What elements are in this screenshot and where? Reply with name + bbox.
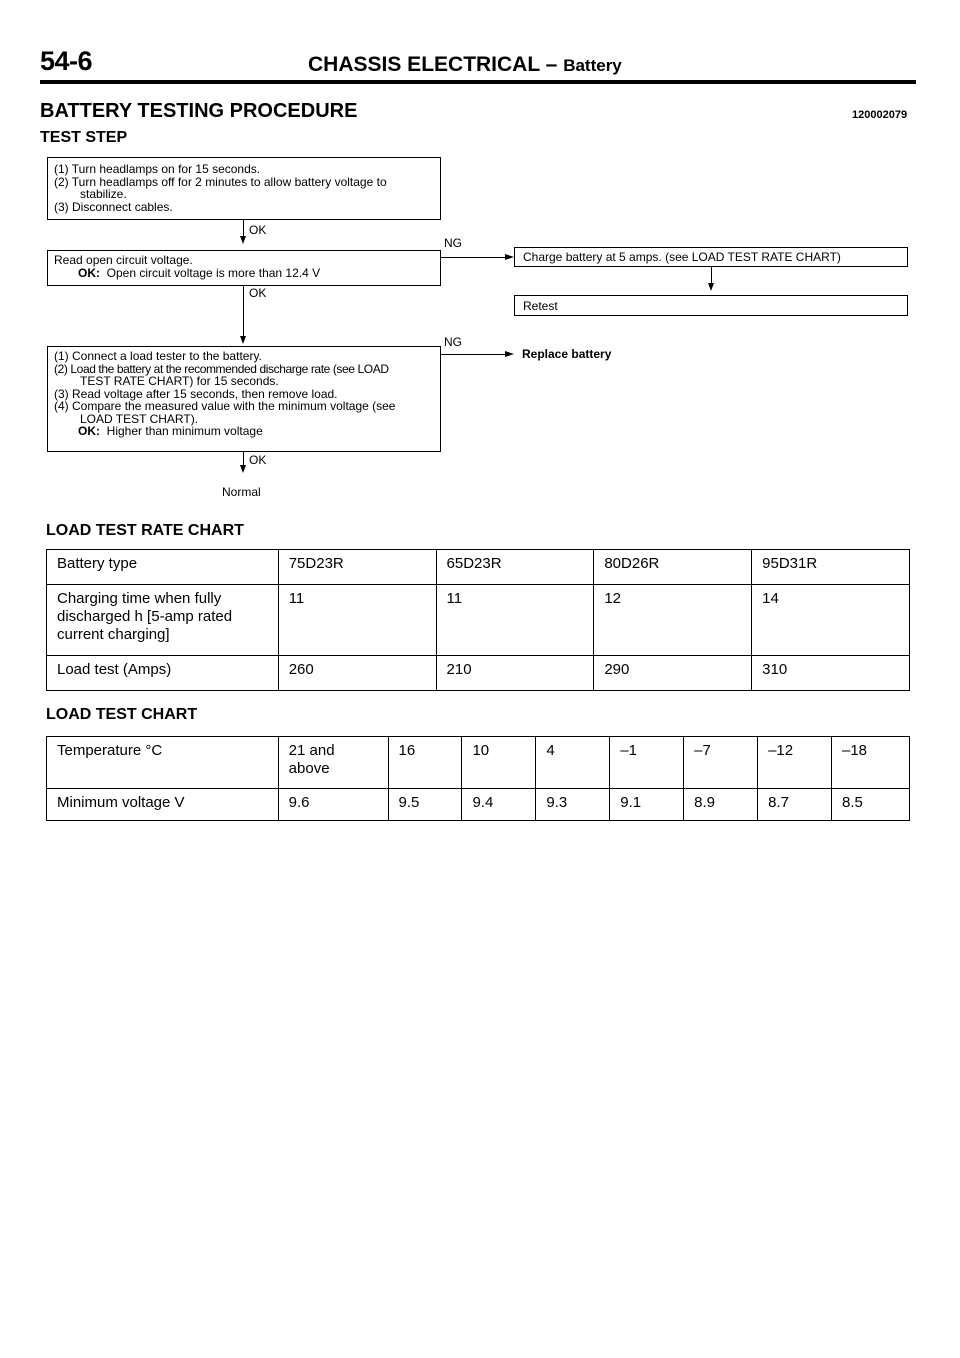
step2-ok-text: Open circuit voltage is more than 12.4 V [106, 265, 321, 280]
connector-line [441, 257, 505, 258]
row-label: Charging time when fully discharged h [5-amp rated current charging] [47, 585, 279, 656]
table-cell: 9.4 [462, 789, 536, 821]
title-dash: – [545, 53, 558, 76]
ok-tag: OK: [78, 265, 100, 280]
section-title: BATTERY TESTING PROCEDURE [40, 100, 358, 122]
row-label: Load test (Amps) [47, 656, 279, 691]
table-cell: 9.5 [388, 789, 462, 821]
chapter-subtitle: Battery [563, 56, 622, 75]
table-cell: 4 [536, 737, 610, 789]
step3-line: LOAD TEST CHART). [80, 411, 199, 426]
table-row [47, 737, 910, 789]
table-cell: 12 [594, 585, 752, 656]
load-chart-title: LOAD TEST CHART [46, 706, 198, 723]
table-cell: 95D31R [752, 550, 910, 585]
row-label: Battery type [47, 550, 279, 585]
section-code: 120002079 [852, 109, 908, 121]
table-cell: 21 and above [278, 737, 388, 789]
ok-label: OK [249, 223, 267, 237]
connector-line [441, 354, 505, 355]
step1-line: stabilize. [80, 187, 127, 201]
table-cell: 290 [594, 656, 752, 691]
retest-text: Retest [523, 299, 558, 313]
step3-ok-text: Higher than minimum voltage [106, 424, 263, 438]
connector-line [243, 452, 244, 465]
arrow-down [240, 465, 246, 473]
table-cell: –7 [684, 737, 758, 789]
table-cell: 310 [752, 656, 910, 691]
step3-ok [54, 425, 434, 438]
table-cell: 8.5 [831, 789, 909, 821]
table-cell: 65D23R [436, 550, 594, 585]
ok-label: OK [249, 453, 267, 467]
step2-title: Read open circuit voltage. [54, 253, 193, 267]
table-cell: 80D26R [594, 550, 752, 585]
ok-tag: OK: [78, 424, 100, 438]
step3-line: (2) Load the battery at the recommended discharge rate (see LOAD [54, 361, 389, 376]
table-row [47, 656, 910, 691]
rate-chart-title: LOAD TEST RATE CHART [46, 522, 244, 539]
table-cell: 9.1 [610, 789, 684, 821]
step3-box [47, 346, 441, 452]
ok-label: OK [249, 286, 267, 300]
table-row [47, 585, 910, 656]
table-cell: 260 [278, 656, 436, 691]
row-label: Temperature °C [47, 737, 279, 789]
table-cell: 210 [436, 656, 594, 691]
step1-line: (2) Turn headlamps off for 2 minutes to allow battery voltage to [54, 174, 387, 189]
step3-line: (1) Connect a load tester to the battery. [54, 349, 262, 363]
connector-line [711, 267, 712, 284]
step1-box [47, 157, 441, 220]
charge-text: Charge battery at 5 amps. (see LOAD TEST RATE CHART) [523, 250, 841, 264]
table-cell: 8.9 [684, 789, 758, 821]
header-rule [40, 80, 916, 84]
step2-box [47, 250, 441, 286]
ng-label: NG [444, 335, 462, 349]
arrow-down [240, 336, 246, 344]
arrow-down [240, 236, 246, 244]
table-cell: 75D23R [278, 550, 436, 585]
charge-box [514, 247, 908, 267]
connector-line [243, 286, 244, 336]
table-row [47, 550, 910, 585]
table-cell: –18 [831, 737, 909, 789]
page-number: 54-6 [40, 46, 93, 76]
table-cell: –1 [610, 737, 684, 789]
row-label: Minimum voltage V [47, 789, 279, 821]
chapter-title [308, 53, 622, 77]
step2-ok [54, 267, 434, 280]
retest-box [514, 295, 908, 316]
test-step-label: TEST STEP [40, 129, 128, 146]
rate-chart-table [46, 549, 910, 691]
normal-label: Normal [222, 485, 261, 499]
chapter-name: CHASSIS ELECTRICAL [308, 53, 540, 76]
connector-line [243, 220, 244, 236]
table-cell: 9.3 [536, 789, 610, 821]
table-cell: 14 [752, 585, 910, 656]
arrow-right [505, 351, 514, 357]
table-cell: 11 [436, 585, 594, 656]
step3-line: (3) Read voltage after 15 seconds, then remove load. [54, 386, 338, 401]
arrow-right [505, 254, 514, 260]
table-cell: 9.6 [278, 789, 388, 821]
step3-line: TEST RATE CHART) for 15 seconds. [80, 374, 279, 388]
table-cell: 8.7 [758, 789, 832, 821]
replace-battery-label: Replace battery [522, 347, 612, 361]
table-row [47, 789, 910, 821]
step1-line: (1) Turn headlamps on for 15 seconds. [54, 162, 261, 176]
table-cell: 10 [462, 737, 536, 789]
step3-line: (4) Compare the measured value with the minimum voltage (see [54, 399, 396, 413]
table-cell: 11 [278, 585, 436, 656]
load-chart-table [46, 736, 910, 821]
table-cell: –12 [758, 737, 832, 789]
table-cell: 16 [388, 737, 462, 789]
step1-line: (3) Disconnect cables. [54, 199, 173, 214]
ng-label: NG [444, 236, 462, 250]
arrow-down [708, 283, 714, 291]
